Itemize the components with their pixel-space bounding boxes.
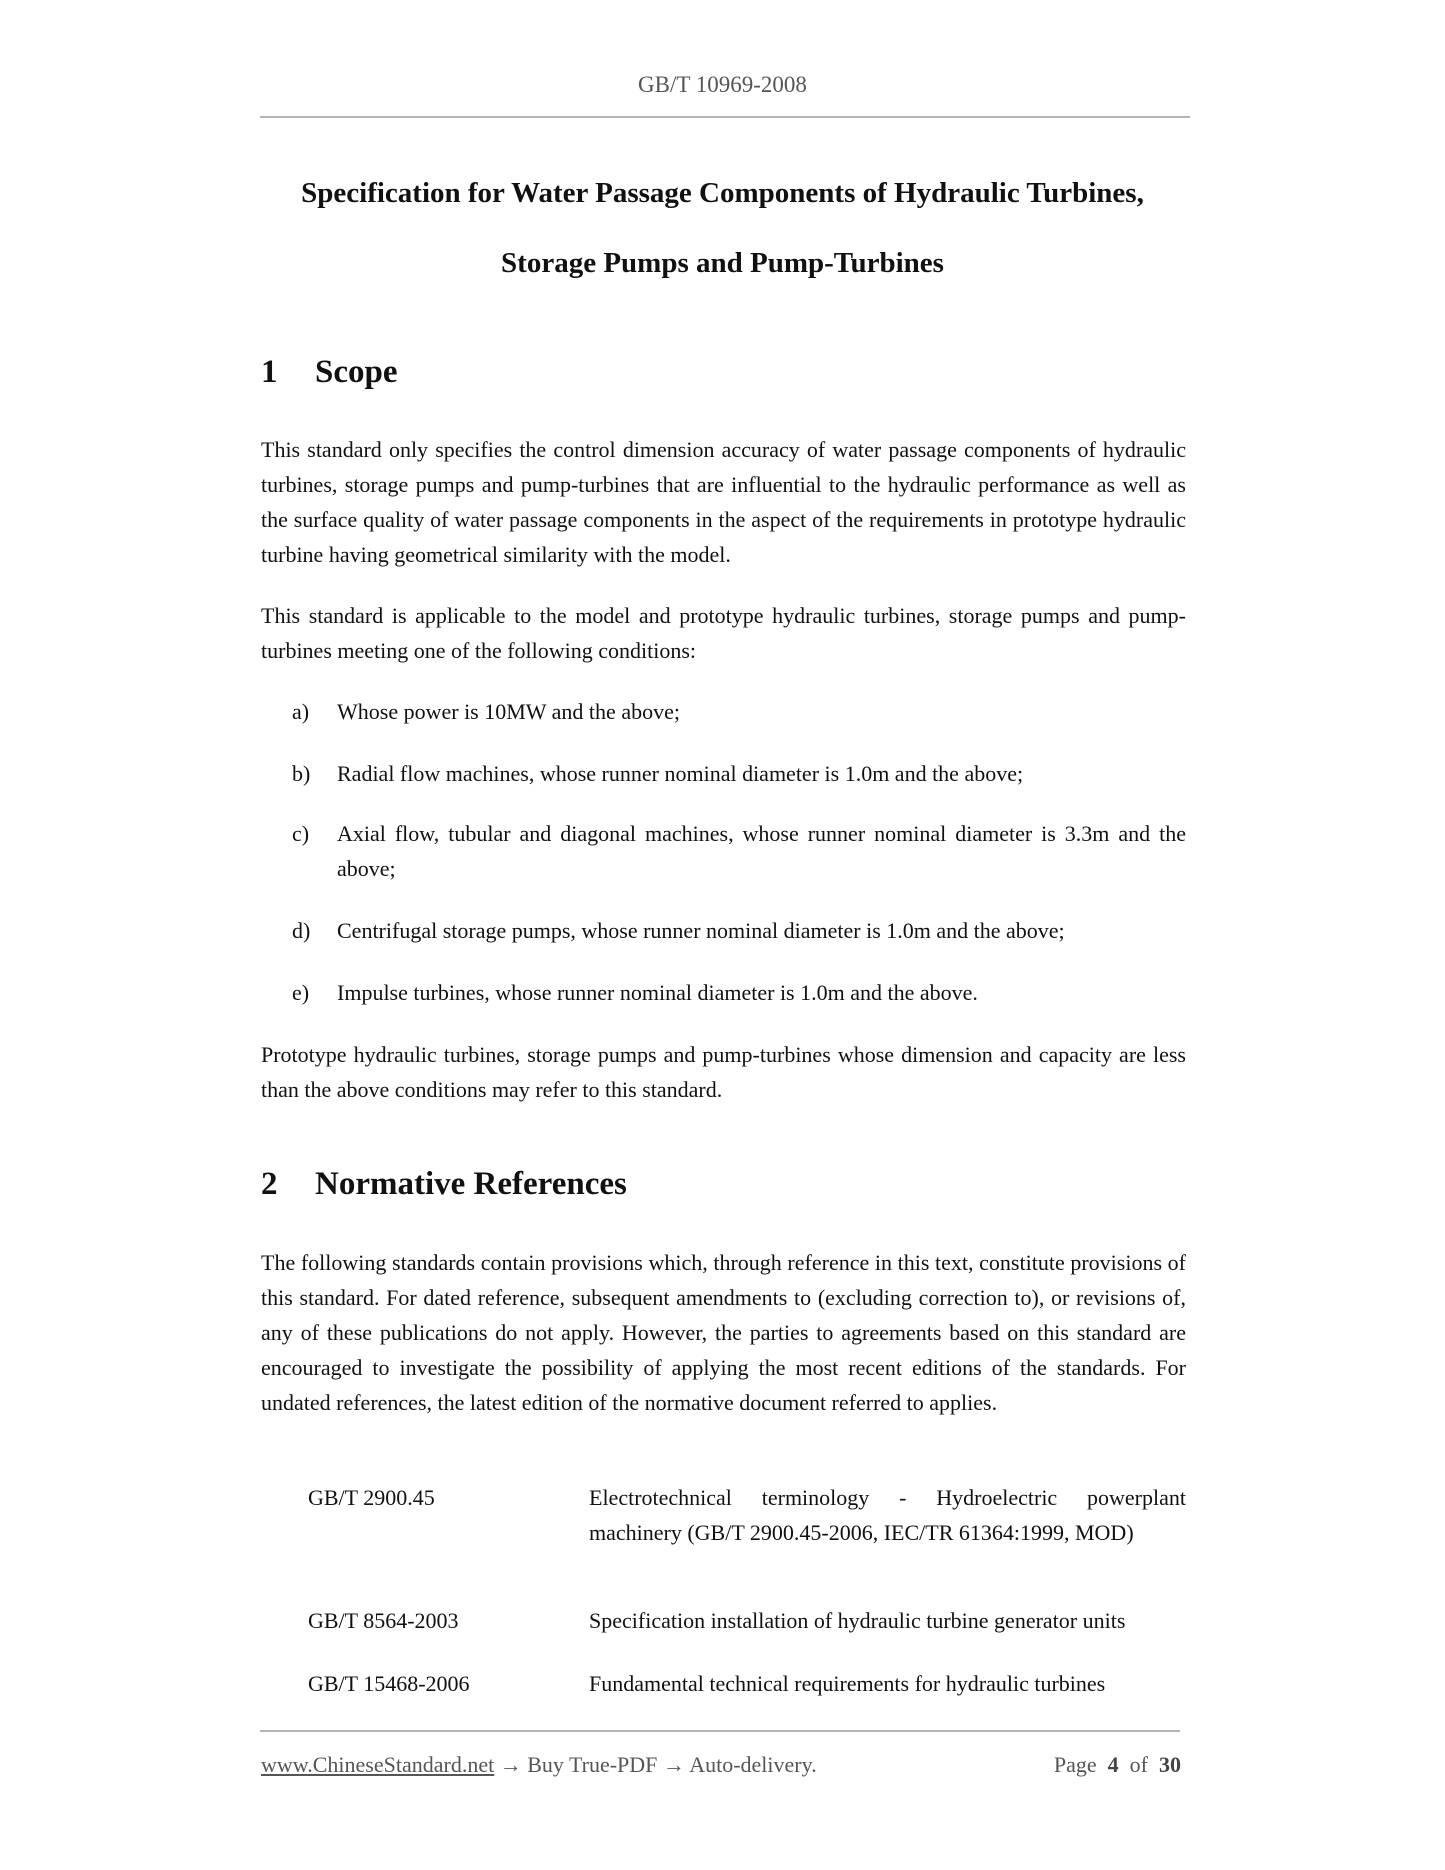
document-title-line-1: Specification for Water Passage Components of Hydraulic Turbines, [301, 177, 1144, 209]
reference-code: GB/T 2900.45 [308, 1485, 435, 1510]
list-text: Whose power is 10MW and the above; [337, 699, 680, 724]
list-label: c) [292, 821, 310, 846]
list-label: d) [292, 918, 311, 943]
document-title-line-2: Storage Pumps and Pump-Turbines [501, 247, 944, 279]
section-number: 2 [261, 1166, 278, 1202]
list-text: Centrifugal storage pumps, whose runner nominal diameter is 1.0m and the above; [337, 918, 1065, 943]
section-1-heading [261, 352, 398, 392]
page-indicator [1054, 1750, 1181, 1780]
list-label: b) [292, 761, 311, 786]
condition-list-item [292, 975, 1186, 1010]
condition-list-item [292, 756, 1186, 791]
reference-description: Fundamental technical requirements for hydraulic turbines [589, 1671, 1106, 1696]
page-label: Page [1053, 1752, 1097, 1777]
section-2-heading [261, 1164, 627, 1204]
chinesestandard-link[interactable]: www.ChineseStandard.net [261, 1752, 495, 1777]
section-title: Normative References [315, 1166, 627, 1202]
reference-row [308, 1666, 1186, 1701]
page-of: of [1129, 1752, 1148, 1777]
buy-pdf-text: Buy True-PDF [527, 1752, 658, 1777]
condition-list-item [292, 913, 1186, 948]
page-footer [261, 1750, 1181, 1780]
list-label: e) [292, 980, 310, 1005]
reference-row [308, 1480, 1186, 1550]
reference-row [308, 1603, 1186, 1638]
section-number: 1 [261, 354, 278, 390]
reference-code: GB/T 15468-2006 [308, 1671, 470, 1696]
footer-divider [260, 1730, 1180, 1732]
reference-code: GB/T 8564-2003 [308, 1608, 459, 1633]
arrow-right-icon: → [662, 1752, 685, 1777]
scope-paragraph-2: This standard is applicable to the model and prototype hydraulic turbines, storage pumps and pump-turbines meeting one of the following conditions: [261, 603, 1186, 663]
list-text: Impulse turbines, whose runner nominal diameter is 1.0m and the above. [337, 980, 978, 1005]
list-label: a) [292, 699, 310, 724]
reference-description: Specification installation of hydraulic turbine generator units [589, 1608, 1126, 1633]
scope-paragraph-1: This standard only specifies the control dimension accuracy of water passage components of hydraulic turbines, storage pumps and pump-turbines that are influential to the hydraulic performance as well as the surface quality of water passage components in the aspect of the requirements in prototype hydraulic turbine having geometrical similarity with the model. [261, 437, 1186, 567]
condition-list-item [292, 694, 1186, 729]
list-text: Axial flow, tubular and diagonal machines, whose runner nominal diameter is 3.3m and the above; [337, 821, 1186, 881]
condition-list-item [292, 816, 1186, 886]
header-divider [260, 116, 1190, 118]
arrow-right-icon: → [499, 1752, 522, 1777]
page-total: 30 [1159, 1752, 1181, 1777]
page-current: 4 [1107, 1752, 1119, 1777]
section-title: Scope [315, 354, 398, 390]
reference-description: Electrotechnical terminology - Hydroelectric powerplant machinery (GB/T 2900.45-2006, IEC/TR 61364:1999, MOD) [589, 1485, 1186, 1545]
running-header-standard-code: GB/T 10969-2008 [638, 72, 807, 97]
normative-references-paragraph: The following standards contain provisions which, through reference in this text, constitute provisions of this standard. For dated reference, subsequent amendments to (excluding correction to), or revisions of, any of these publications do not apply. However, the parties to agreements based on this standard are encouraged to investigate the possibility of applying the most recent editions of the standards. For undated references, the latest edition of the normative document referred to applies. [261, 1250, 1186, 1415]
scope-closing-paragraph: Prototype hydraulic turbines, storage pumps and pump-turbines whose dimension and capacity are less than the above conditions may refer to this standard. [261, 1042, 1186, 1102]
auto-delivery-text: Auto-delivery. [689, 1752, 817, 1777]
list-text: Radial flow machines, whose runner nominal diameter is 1.0m and the above; [337, 761, 1024, 786]
